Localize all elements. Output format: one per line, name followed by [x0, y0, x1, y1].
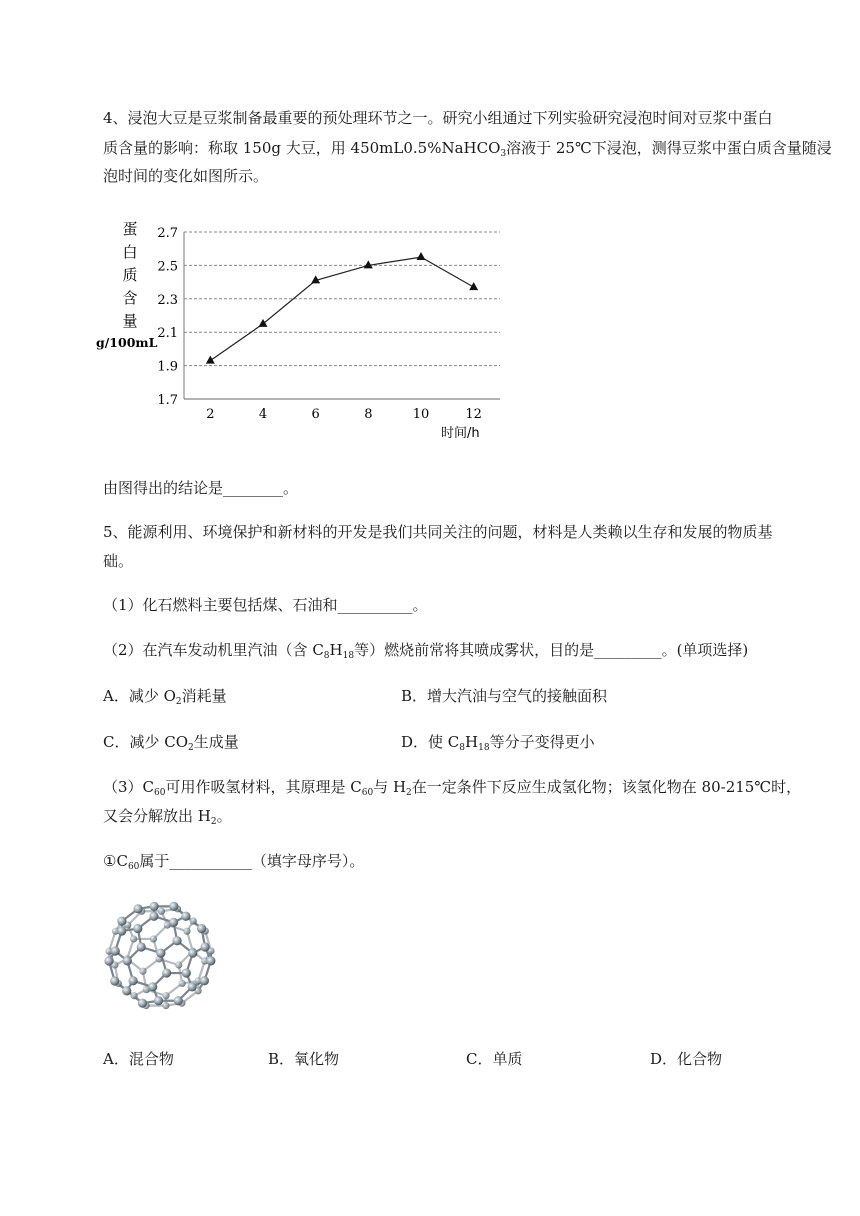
data-point-marker	[259, 319, 268, 327]
x-tick-label: 12	[465, 407, 482, 422]
c60-molecule-image	[98, 900, 222, 1012]
protein-content-chart	[92, 212, 512, 444]
q5-option-d: D．使 $C_8H_{18}$等分子变得更小	[401, 733, 595, 753]
ylabel-char: 量	[122, 312, 138, 330]
q4-line-3: 泡时间的变化如图所示。	[103, 167, 269, 185]
q5-line-2: 础。	[103, 552, 134, 570]
ylabel-unit: g/100mL	[96, 335, 158, 350]
data-point-marker	[417, 252, 426, 260]
chart-grid	[184, 232, 500, 399]
choice-a: A．混合物	[103, 1050, 174, 1068]
data-point-marker	[469, 282, 478, 290]
y-tick-labels	[157, 226, 178, 408]
q5-part-3-line-1: $(3)C_{60}$可用作吸氢材料，其原理是 $C_{60}$与 $H_2$在一定条件下反应生成氢化物；该氢化物在 80-215℃时，	[103, 778, 802, 798]
q5-part-3-line-2: 又会分解放出 $H_2$。	[103, 807, 232, 827]
q5-subquestion-1: $①C_{60}$属于___________（填字母序号）。	[103, 852, 365, 872]
x-tick-labels	[206, 407, 482, 422]
data-point-marker	[206, 356, 215, 364]
q4-conclusion: 由图得出的结论是________。	[103, 479, 299, 497]
x-tick-label: 8	[364, 407, 373, 422]
y-tick-label: 2.3	[157, 292, 178, 308]
y-tick-label: 2.7	[157, 226, 178, 241]
q5-part-2: （2）在汽车发动机里汽油（含 $C_8H_{18}$等）燃烧前常将其喷成雾状，目的是_________。(单项选择)	[103, 641, 749, 661]
ylabel-char: 含	[122, 289, 138, 307]
q5-option-a: A．减少 $O_2$消耗量	[103, 687, 227, 707]
ylabel-char: 白	[122, 243, 138, 261]
y-tick-label: 2.5	[157, 259, 178, 275]
q5-line-1: 5、能源利用、环境保护和新材料的开发是我们共同关注的问题，材料是人类赖以生存和发展的物质基	[103, 523, 773, 541]
q5-part-1: （1）化石燃料主要包括煤、石油和__________。	[103, 596, 428, 614]
choice-c: C．单质	[466, 1050, 523, 1068]
y-tick-label: 1.9	[157, 359, 178, 375]
choice-b: B．氧化物	[268, 1050, 340, 1068]
q5-option-b: B．增大汽油与空气的接触面积	[401, 687, 608, 705]
data-markers	[206, 252, 478, 364]
x-tick-label: 2	[206, 407, 215, 422]
x-tick-label: 6	[311, 407, 320, 422]
x-tick-label: 4	[258, 407, 268, 422]
x-tick-label: 10	[412, 407, 430, 422]
q5-option-c: C．减少 $CO_2$生成量	[103, 733, 239, 753]
x-axis-label: 时间/h	[441, 426, 480, 441]
choice-d: D．化合物	[650, 1050, 723, 1068]
ylabel-char: 蛋	[122, 220, 138, 238]
y-tick-label: 1.7	[157, 393, 178, 408]
q4-line-1: 4、浸泡大豆是豆浆制备最重要的预处理环节之一。研究小组通过下列实验研究浸泡时间对豆浆中蛋白	[103, 109, 773, 127]
ylabel-char: 质	[122, 266, 138, 284]
series-line	[210, 257, 473, 361]
y-axis-label	[96, 220, 158, 350]
q4-line-2: 质含量的影响：称取 150g 大豆，用 450mL0.5%NaHCO$_3$溶液于 25℃下浸泡，测得豆浆中蛋白质含量随浸	[103, 139, 832, 159]
y-tick-label: 2.1	[157, 326, 178, 342]
